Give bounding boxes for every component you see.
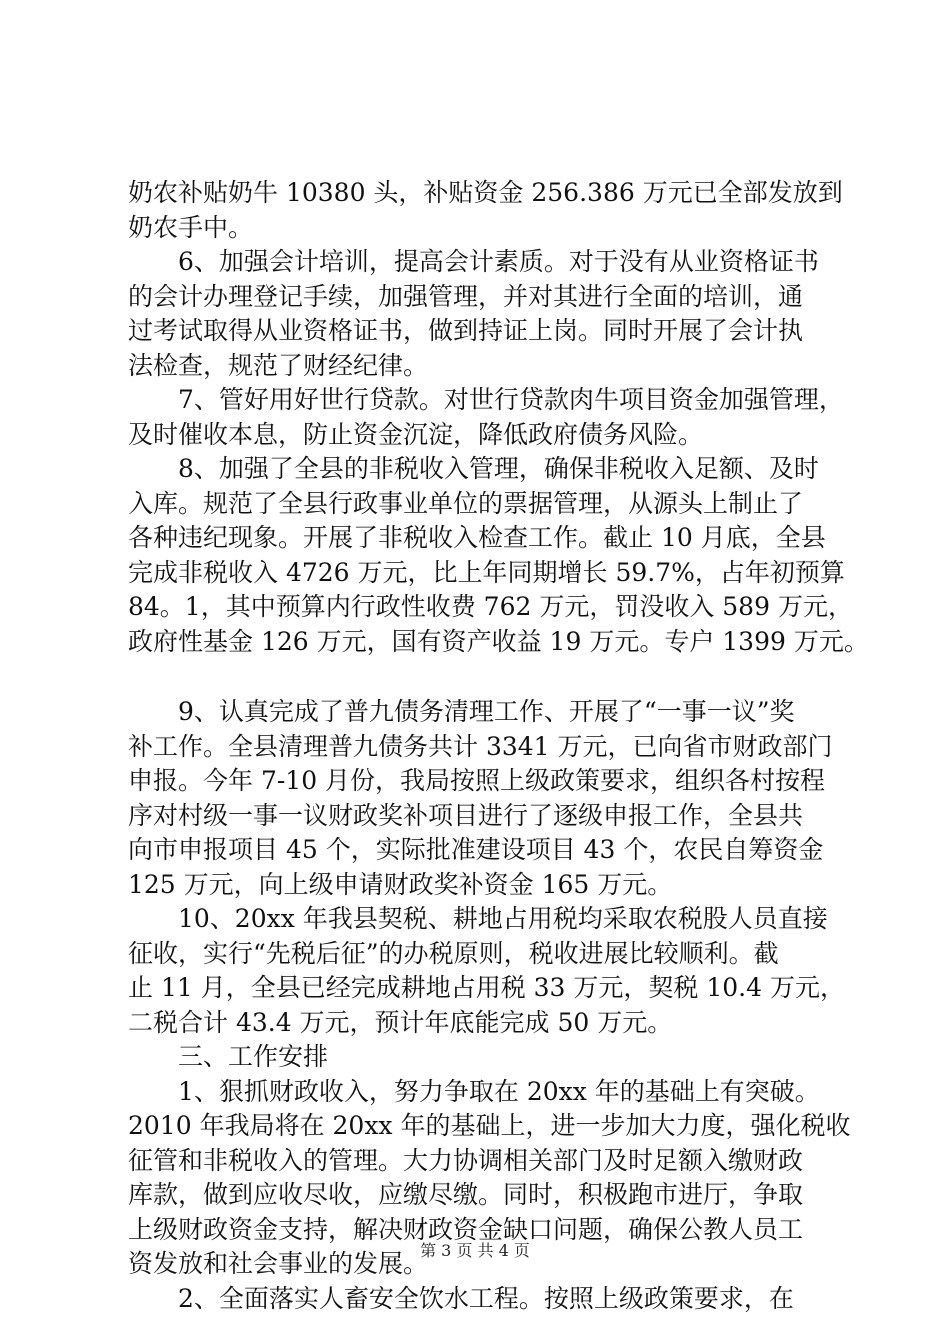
- text-line: 8、加强了全县的非税收入管理，确保非税收入足额、及时: [178, 454, 819, 483]
- text-line: 止 11 月，全县已经完成耕地占用税 33 万元，契税 10.4 万元，: [128, 973, 845, 1002]
- text-line: 过考试取得从业资格证书，做到持证上岗。同时开展了会计执: [128, 316, 804, 345]
- text-line: 补工作。全县清理普九债务共计 3341 万元，已向省市财政部门: [128, 731, 833, 761]
- text-line: 库款，做到应收尽收，应缴尽缴。同时，积极跑市进厅，争取: [128, 1180, 804, 1209]
- text-line: 政府性基金 126 万元，国有资产收益 19 万元。专户 1399 万元。: [128, 626, 869, 656]
- text-line: 完成非税收入 4726 万元，比上年同期增长 59.7%，占年初预算: [128, 557, 845, 587]
- page-number-footer: 第 3 页 共 4 页: [420, 1241, 530, 1260]
- text-line: 10、20xx 年我县契税、耕地占用税均采取农税股人员直接: [178, 904, 828, 933]
- text-line: 125 万元，向上级申请财政奖补资金 165 万元。: [128, 869, 673, 899]
- text-line: 法检查，规范了财经纪律。: [128, 350, 429, 380]
- text-line: 各种违纪现象。开展了非税收入检查工作。截止 10 月底，全县: [128, 523, 826, 552]
- section-heading: 三、工作安排: [178, 1042, 329, 1071]
- text-line: 84。1，其中预算内行政性收费 762 万元，罚没收入 589 万元，: [128, 592, 853, 621]
- text-line: 2010 年我局将在 20xx 年的基础上，进一步加大力度，强化税收: [128, 1111, 851, 1140]
- paragraph-gap: [128, 659, 838, 695]
- text-line: 向市申报项目 45 个，实际批准建设项目 43 个，农民自筹资金: [128, 835, 824, 864]
- text-line: 征收，实行“先税后征”的办税原则，税收进展比较顺利。截: [128, 938, 779, 968]
- text-line: 的会计办理登记手续，加强管理，并对其进行全面的培训，通: [128, 281, 804, 311]
- text-line: 征管和非税收入的管理。大力协调相关部门及时足额入缴财政: [128, 1145, 804, 1175]
- text-line: 入库。规范了全县行政事业单位的票据管理，从源头上制止了: [128, 488, 804, 518]
- text-line: 序对村级一事一议财政奖补项目进行了逐级申报工作，全县共: [128, 800, 804, 830]
- document-body: [128, 176, 869, 1316]
- text-line: 二税合计 43.4 万元，预计年底能完成 50 万元。: [128, 1007, 673, 1037]
- text-line: 奶农补贴奶牛 10380 头，补贴资金 256.386 万元已全部发放到: [128, 178, 843, 207]
- text-line: 7、管好用好世行贷款。对世行贷款肉牛项目资金加强管理，: [178, 385, 844, 414]
- text-line: 6、加强会计培训，提高会计素质。对于没有从业资格证书: [178, 247, 819, 276]
- text-line: 及时催收本息，防止资金沉淀，降低政府债务风险。: [128, 419, 704, 449]
- text-line: 上级财政资金支持，解决财政资金缺口问题，确保公教人员工: [128, 1214, 804, 1244]
- text-line: 9、认真完成了普九债务清理工作、开展了“一事一议”奖: [178, 697, 795, 726]
- text-line: 1、狠抓财政收入，努力争取在 20xx 年的基础上有突破。: [178, 1076, 820, 1106]
- text-line: 奶农手中。: [128, 212, 254, 242]
- text-line: 2、全面落实人畜安全饮水工程。按照上级政策要求，在: [178, 1283, 794, 1313]
- text-line: 申报。今年 7-10 月份，我局按照上级政策要求，组织各村按程: [128, 766, 826, 795]
- text-line: 资发放和社会事业的发展。: [128, 1249, 429, 1278]
